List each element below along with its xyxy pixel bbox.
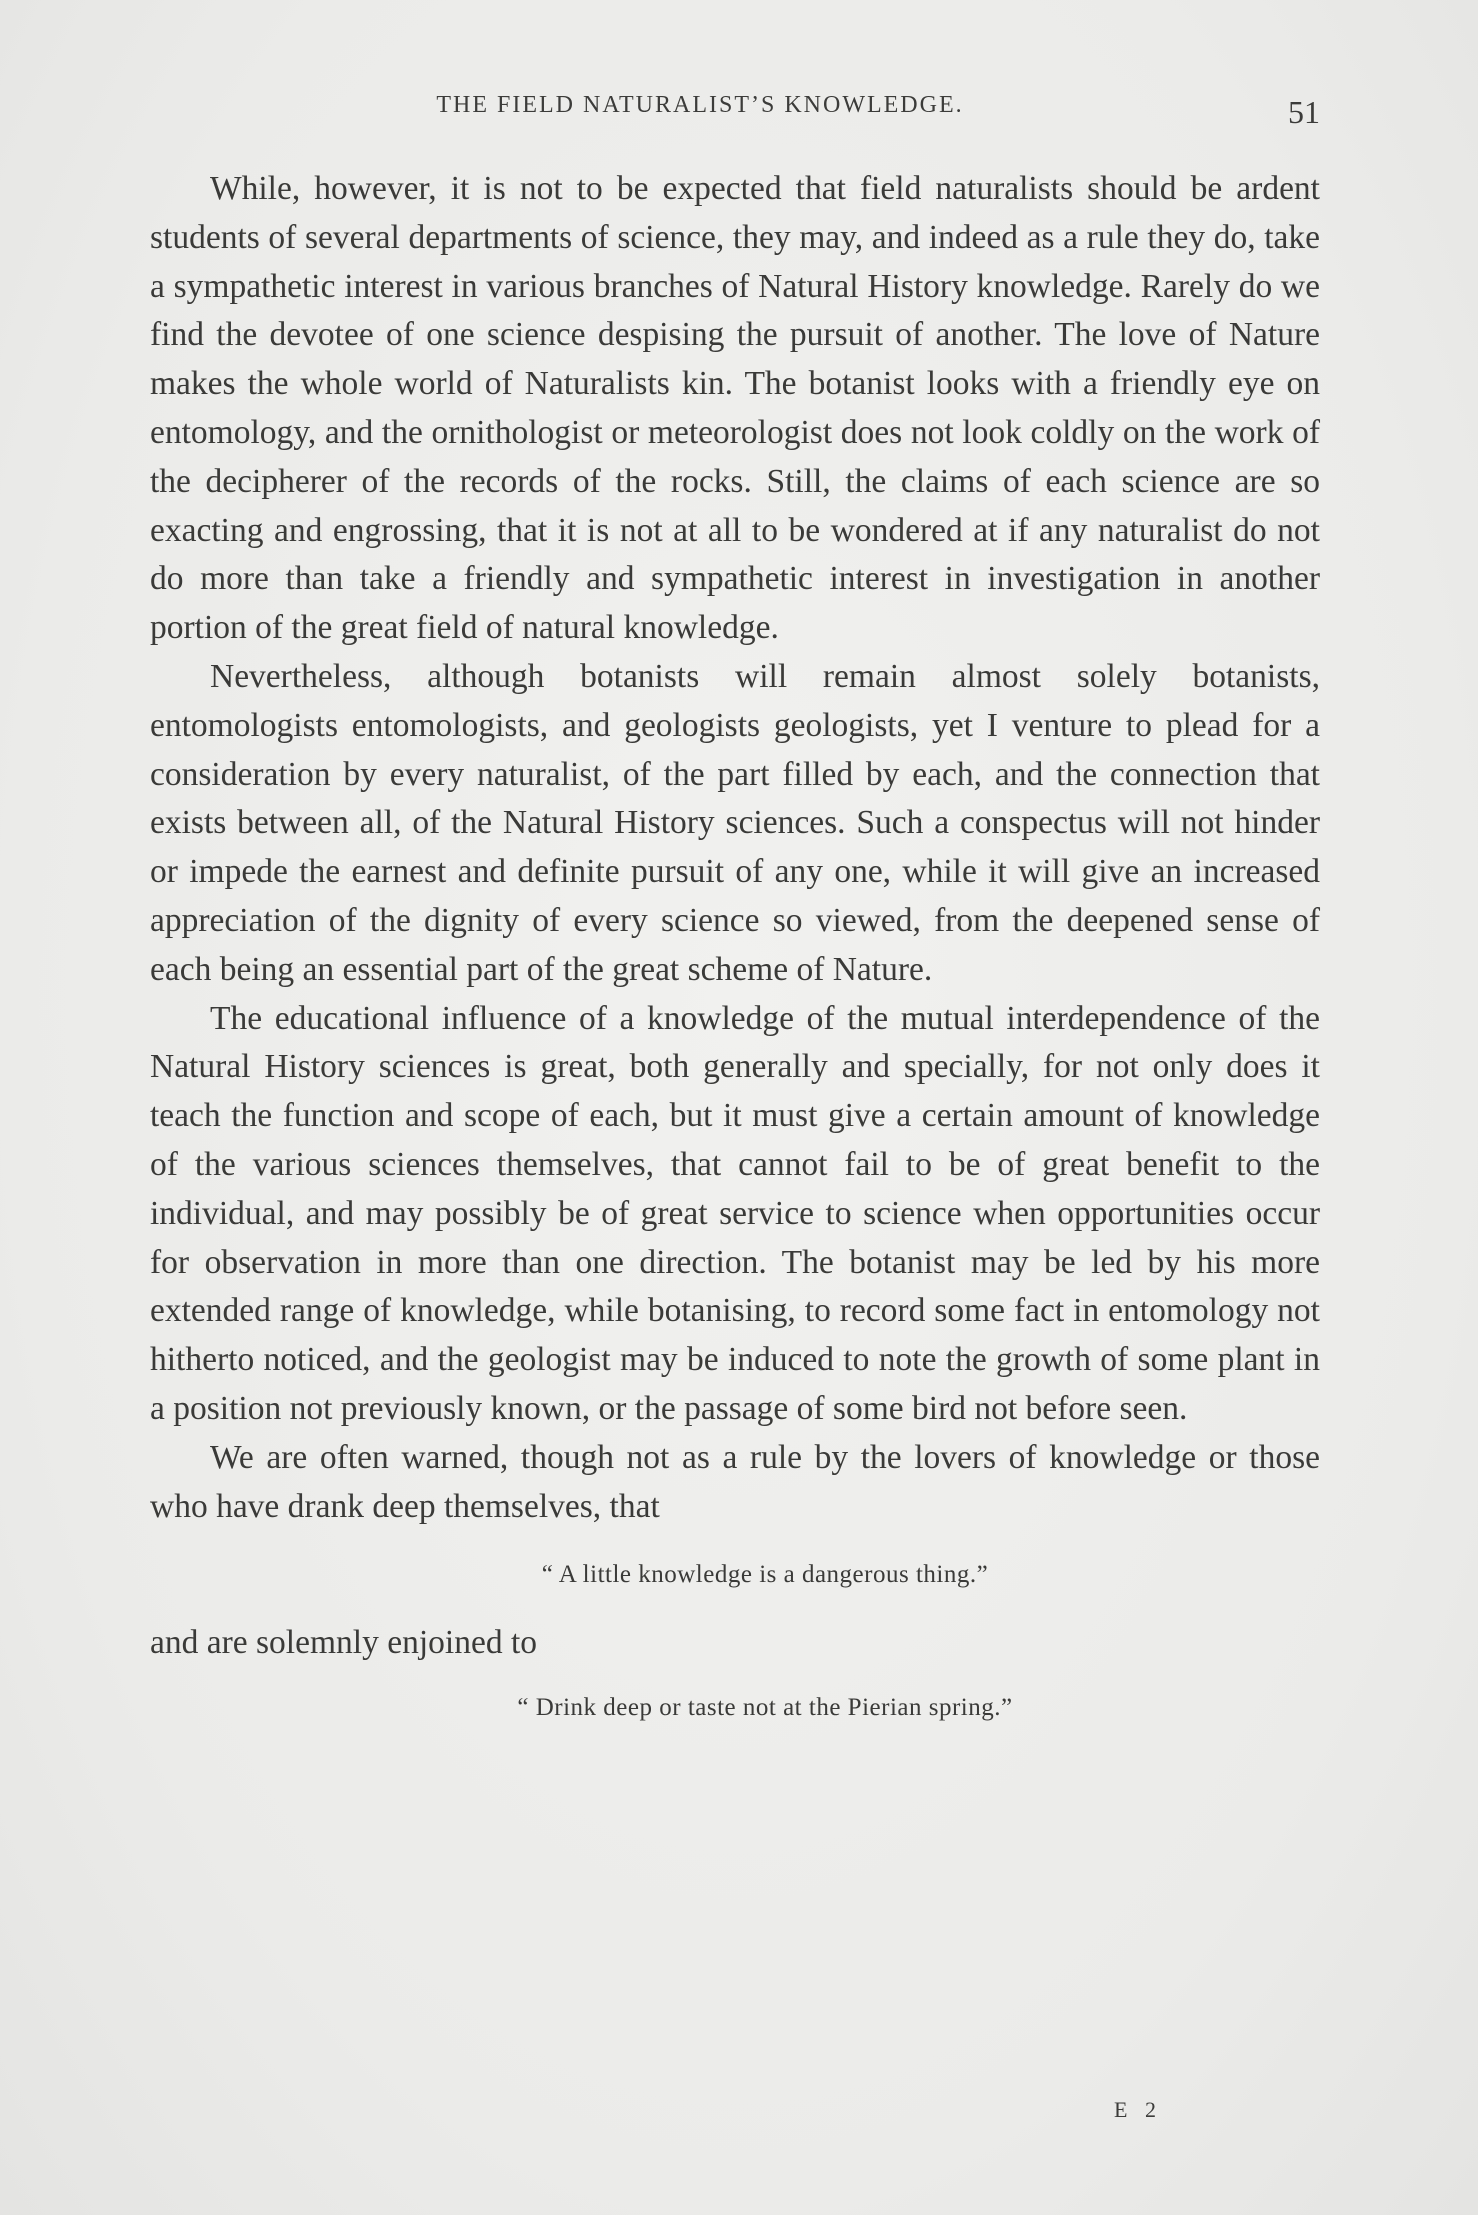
running-head: [150, 92, 1320, 132]
block-quote: “ Drink deep or taste not at the Pierian spring.”: [517, 1694, 1013, 1722]
block-quote: “ A little knowledge is a dangerous thing.”: [541, 1561, 989, 1589]
running-title: THE FIELD NATURALIST’S KNOWLEDGE.: [436, 92, 964, 118]
signature-mark: E 2: [1114, 2097, 1162, 2122]
paragraph: Nevertheless, although botanists will remain almost solely botanists, entomologists entomologists, and geologists geologists, yet I venture to plead for a consideration by every naturalist, of the part filled by each, and the connection that exists between all, of the Natural History sciences. Such a conspectus will not hinder or impede the earnest and definite pursuit of any one, while it will give an increased appreciation of the dignity of every science so viewed, from the deepened sense of each being an essential part of the great scheme of Nature.: [150, 657, 1320, 988]
continuation-text: and are solemnly enjoined to: [150, 1624, 538, 1662]
body-text: [150, 165, 1320, 1726]
page-number: 51: [1288, 94, 1320, 130]
paragraph: While, however, it is not to be expected that field naturalists should be ardent students of several departments of science, they may, and indeed as a rule they do, take a sympathetic interest in various branches of Natural History knowledge. Rarely do we find the devotee of one science despising the pursuit of another. The love of Nature makes the whole world of Naturalists kin. The botanist looks with a friendly eye on entomology, and the ornithologist or meteorologist does not look coldly on the work of the decipherer of the records of the rocks. Still, the claims of each science are so exacting and engrossing, that it is not at all to be wondered at if any naturalist do not do more than take a friendly and sympathetic interest in investigation in another portion of the great field of natural knowledge.: [150, 170, 1320, 647]
paragraph: The educational influence of a knowledge of the mutual interdependence of the Natural History sciences is great, both generally and specially, for not only does it teach the function and scope of each, but it must give a certain amount of knowledge of the various sciences themselves, that cannot fail to be of great benefit to the individual, and may possibly be of great service to science when opportunities occur for observation in more than one direction. The botanist may be led by his more extended range of knowledge, while botanising, to record some fact in entomology not hitherto noticed, and the geologist may be induced to note the growth of some plant in a position not previously known, or the passage of some bird not before seen.: [150, 999, 1320, 1427]
paragraph: We are often warned, though not as a rule by the lovers of knowledge or those who have drank deep themselves, that: [150, 1438, 1320, 1525]
